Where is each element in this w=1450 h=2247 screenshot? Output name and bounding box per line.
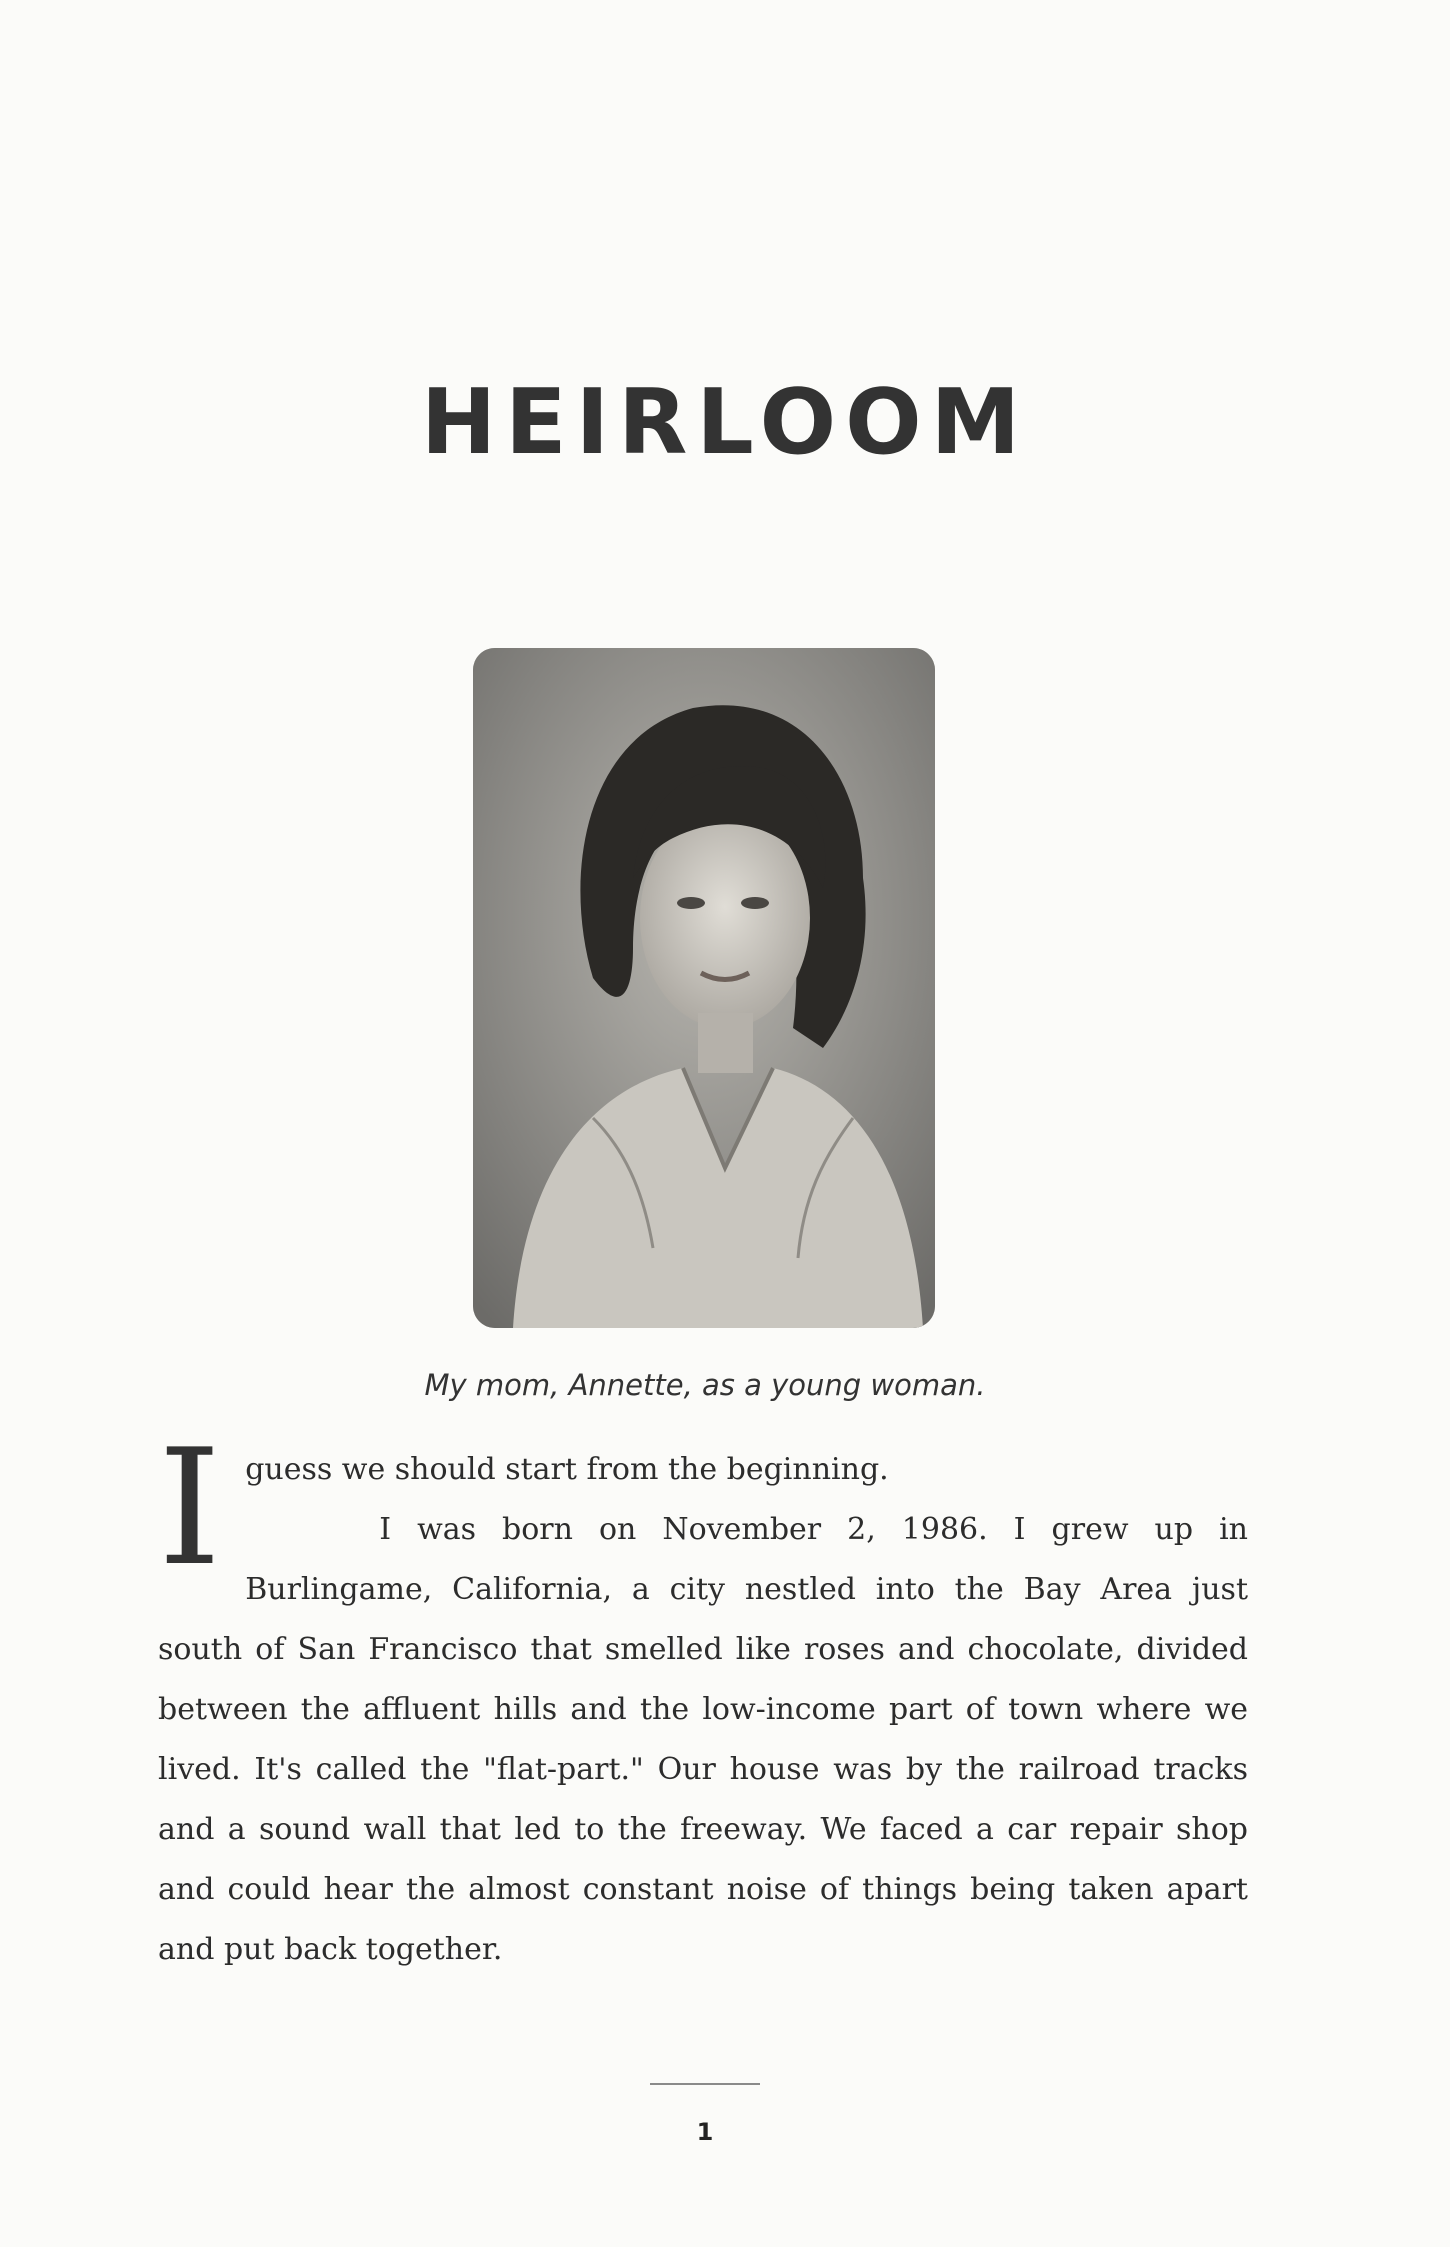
- paragraph-2: I was born on November 2, 1986. I grew up in Burlingame, California, a city nestled into the Bay Area just south of San Francisco that smelled like roses and chocolate, divided between the affluent hills and the low-income part of town where we lived. It's called the "flat-part." Our house was by the railroad tracks and a sound wall that led to the freeway. We faced a car repair shop and could hear the almost constant noise of things being taken apart and put back together.: [158, 1512, 1248, 1967]
- paragraph-1: guess we should start from the beginning.: [245, 1452, 889, 1487]
- photo-caption: My mom, Annette, as a young woman.: [424, 1368, 986, 1402]
- footer-rule: [650, 2083, 760, 2085]
- body-text: [158, 1414, 1248, 1980]
- portrait-illustration: [473, 648, 935, 1328]
- drop-cap: I: [158, 1414, 222, 1601]
- chapter-title: HEIRLOOM: [420, 370, 1030, 475]
- portrait-photo: [473, 648, 935, 1328]
- page-number: 1: [696, 2118, 714, 2146]
